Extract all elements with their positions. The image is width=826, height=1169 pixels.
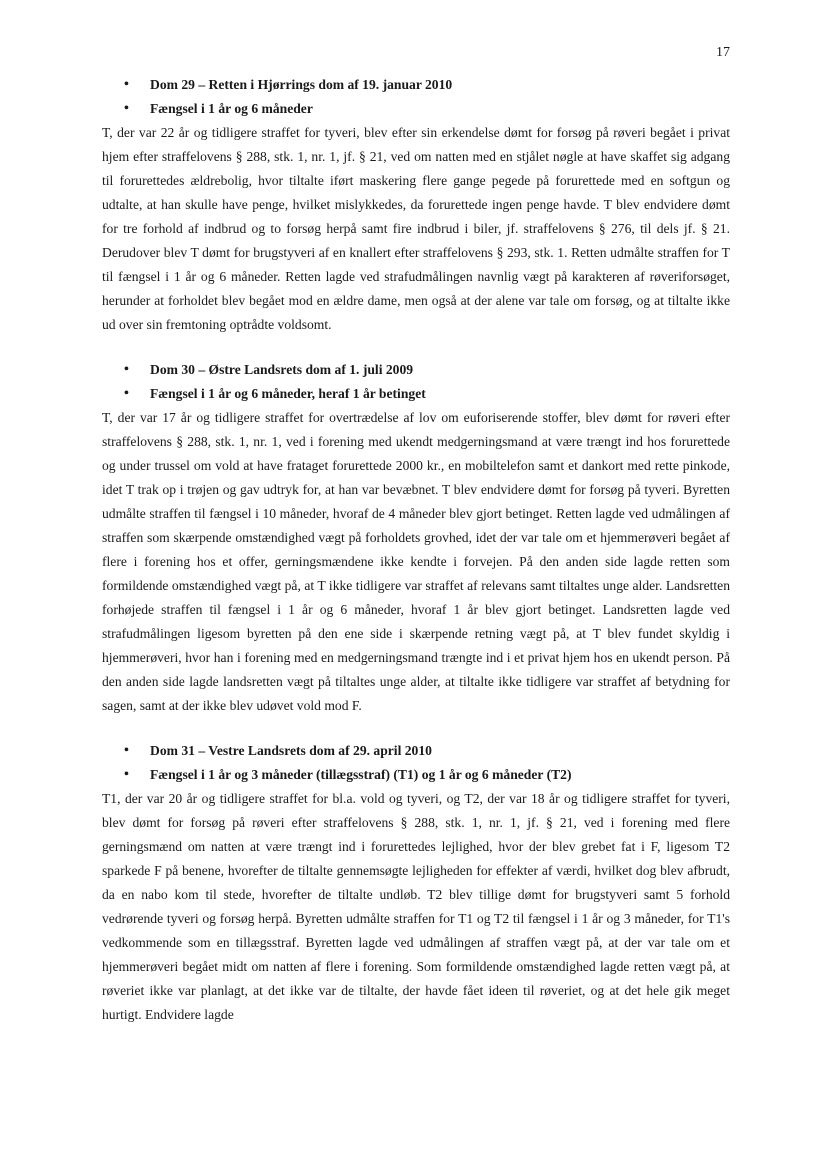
case-description: T, der var 22 år og tidligere straffet for tyveri, blev efter sin erkendelse dømt for forsøg på røveri begået i privat hjem efter straffelovens § 288, stk. 1, nr. 1, jf. § 21, ved om natten med en stjålet nøgle at have skaffet sig adgang til forurettedes ældrebolig, hvor tiltalte iført maskering flere gange pegede på forurettede med en softgun og udtalte, at han skulle have penge, hvilket mislykkedes, da forurettede ingen penge havde. T blev endvidere dømt for tre forhold af indbrud og to forsøg herpå samt fire indbrud i biler, jf. straffelovens § 276, til dels jf. § 21. Derudover blev T dømt for brugstyveri af en knallert efter straffelovens § 293, stk. 1. Retten udmålte straffen for T til fængsel i 1 år og 6 måneder. Retten lagde ved strafudmålingen navnlig vægt på karakteren af røveriforsøget, herunder at forholdet blev begået mod en ældre dame, men også at der alene var tale om forsøg, og at tiltalte ikke ud over sin fremtoning optrådte voldsomt. xyxy=(102,125,730,332)
case-section-31 xyxy=(102,739,730,1027)
case-section-30 xyxy=(102,358,730,718)
case-heading: • Dom 29 – Retten i Hjørrings dom af 19. januar 2010 xyxy=(102,73,730,97)
case-heading: • Dom 30 – Østre Landsrets dom af 1. juli 2009 xyxy=(102,358,730,382)
case-sentence: • Fængsel i 1 år og 3 måneder (tillægsstraf) (T1) og 1 år og 6 måneder (T2) xyxy=(102,763,730,787)
case-heading: • Dom 31 – Vestre Landsrets dom af 29. april 2010 xyxy=(102,739,730,763)
case-sentence: • Fængsel i 1 år og 6 måneder xyxy=(102,97,730,121)
case-sentence: • Fængsel i 1 år og 6 måneder, heraf 1 år betinget xyxy=(102,382,730,406)
document-body xyxy=(102,73,730,1048)
page-number: 17 xyxy=(716,45,730,60)
case-section-29 xyxy=(102,73,730,337)
case-summary-list xyxy=(102,358,730,406)
case-description: T1, der var 20 år og tidligere straffet for bl.a. vold og tyveri, og T2, der var 18 år og tidligere straffet for tyveri, blev dømt for forsøg på røveri efter straffelovens § 288, stk. 1, nr. 1, jf. § 21, ved i forening med flere gerningsmænd om natten at være trængt ind i forurettedes lejlighed, hvor der blev grebet fat i F, ligesom T2 sparkede F på benene, hvorefter de tiltalte gennemsøgte lejligheden for effekter af værdi, hvilket dog blev afbrudt, da en nabo kom til stede, hvorefter de tiltalte undløb. T2 blev tillige dømt for brugstyveri samt 5 forhold vedrørende tyveri og forsøg herpå. Byretten udmålte straffen for T1 og T2 til fængsel i 1 år og 3 måneder, for T1's vedkommende som en tillægsstraf. Byretten lagde ved udmålingen af straffen vægt på, at der var tale om et hjemmerøveri begået midt om natten af flere i forening. Som formildende omstændighed lagde retten vægt på, at røveriet ikke var planlagt, at det ikke var de tiltalte, der havde fået ideen til røveriet, og at det hele gik meget hurtigt. Endvidere lagde xyxy=(102,791,730,1022)
case-summary-list xyxy=(102,73,730,121)
case-description: T, der var 17 år og tidligere straffet for overtrædelse af lov om euforiserende stoffer, blev dømt for røveri efter straffelovens § 288, stk. 1, nr. 1, ved i forening med ukendt medgerningsmand at være trængt ind hos forurettede og under trussel om vold at have frataget forurettede 2000 kr., en mobiltelefon samt et dankort med rette pinkode, idet T trak op i trøjen og gav udtryk for, at han var bevæbnet. T blev endvidere dømt for forsøg på tyveri. Byretten udmålte straffen til fængsel i 10 måneder, hvoraf de 4 måneder blev gjort betinget. Retten lagde ved udmålingen af straffen som skærpende omstændighed vægt på forholdets grovhed, idet der var tale om et hjemmerøveri begået af flere i forening hos et offer, gerningsmændene ikke kendte i forvejen. På den anden side lagde retten som formildende omstændighed vægt på, at T ikke tidligere var straffet af relevans samt tiltaltes unge alder. Landsretten forhøjede straffen til fængsel i 1 år og 6 måneder, hvoraf 1 år blev gjort betinget. Landsretten lagde ved strafudmålingen ligesom byretten på den ene side i skærpende retning vægt på, at T blev fundet skyldig i hjemmerøveri, hvor han i forening med en medgerningsmand trængte ind i et privat hjem hos en ukendt person. På den anden side lagde landsretten vægt på tiltaltes unge alder, at tiltalte ikke tidligere var straffet af betydning for sagen, samt at der ikke blev udøvet vold mod F. xyxy=(102,410,730,713)
case-summary-list xyxy=(102,739,730,787)
